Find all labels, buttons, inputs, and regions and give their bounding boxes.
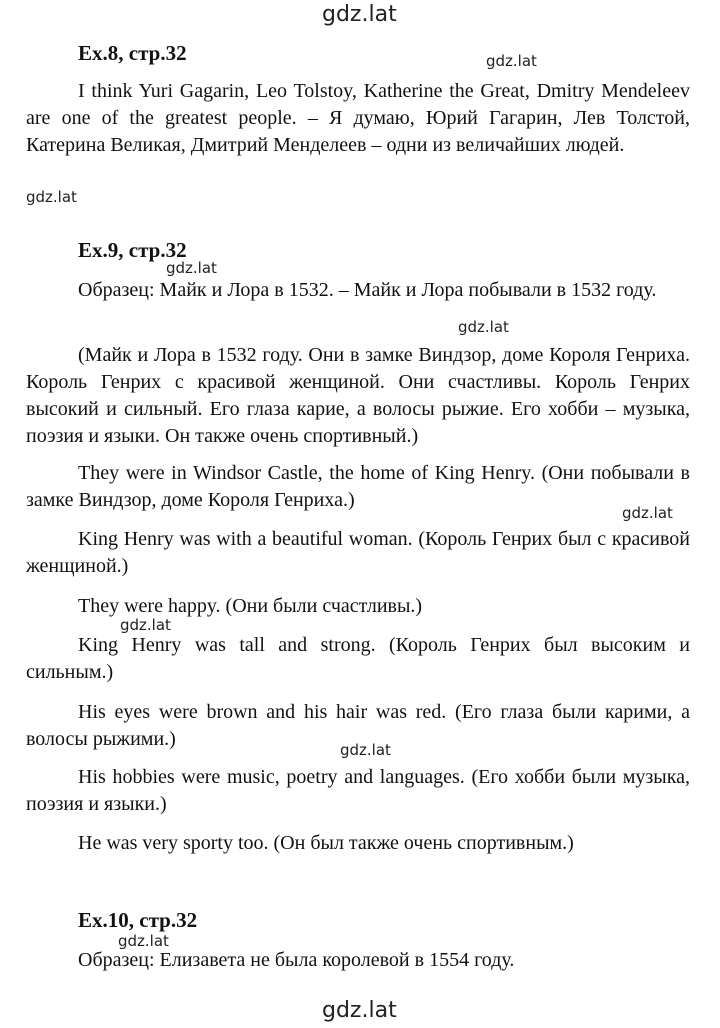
ex9-answer: King Henry was with a beautiful woman. (Король Генрих был с красивой женщиной.): [26, 528, 690, 577]
watermark-top: gdz.lat: [322, 2, 397, 27]
watermark: gdz.lat: [120, 616, 171, 634]
ex9-answer: They were happy. (Они были счастливы.): [78, 595, 423, 617]
ex9-answer: They were in Windsor Castle, the home of King Henry. (Они побывали в замке Виндзор, доме Короля Генриха.): [26, 462, 690, 511]
watermark: gdz.lat: [166, 259, 217, 277]
ex9-answer: He was very sporty too. (Он был также очень спортивным.): [78, 832, 574, 854]
ex9-sample: Образец: Майк и Лора в 1532. – Майк и Лора побывали в 1532 году.: [78, 279, 657, 301]
ex9-story: (Майк и Лора в 1532 году. Они в замке Виндзор, доме Короля Генриха. Король Генрих с красивой женщиной. Они счастливы. Король Генрих высокий и сильный. Его глаза карие, а волосы рыжие. Его хобби – музыка, поэзия и языки. Он также очень спортивный.): [26, 344, 690, 447]
watermark: gdz.lat: [486, 52, 537, 70]
ex9-heading: Ex.9, стр.32: [78, 238, 187, 262]
watermark: gdz.lat: [458, 318, 509, 336]
ex9-answer: His hobbies were music, poetry and languages. (Его хобби были музыка, поэзия и языки.): [26, 766, 690, 815]
watermark: gdz.lat: [622, 504, 673, 522]
watermark: gdz.lat: [118, 932, 169, 950]
ex10-sample: Образец: Елизавета не была королевой в 1554 году.: [78, 949, 515, 971]
watermark: gdz.lat: [26, 188, 77, 206]
ex8-text: I think Yuri Gagarin, Leo Tolstoy, Katherine the Great, Dmitry Mendeleev are one of the greatest people. – Я думаю, Юрий Гагарин, Лев Толстой, Катерина Великая, Дмитрий Менделеев – одни из величайших людей.: [26, 80, 690, 156]
ex9-answer: His eyes were brown and his hair was red. (Его глаза были карими, а волосы рыжими.): [26, 701, 690, 750]
ex10-heading: Ex.10, стр.32: [78, 908, 198, 932]
ex8-heading: Ex.8, стр.32: [78, 41, 187, 65]
watermark: gdz.lat: [340, 741, 391, 759]
ex9-answer: King Henry was tall and strong. (Король Генрих был высоким и сильным.): [26, 634, 690, 683]
watermark-bottom: gdz.lat: [322, 998, 397, 1023]
